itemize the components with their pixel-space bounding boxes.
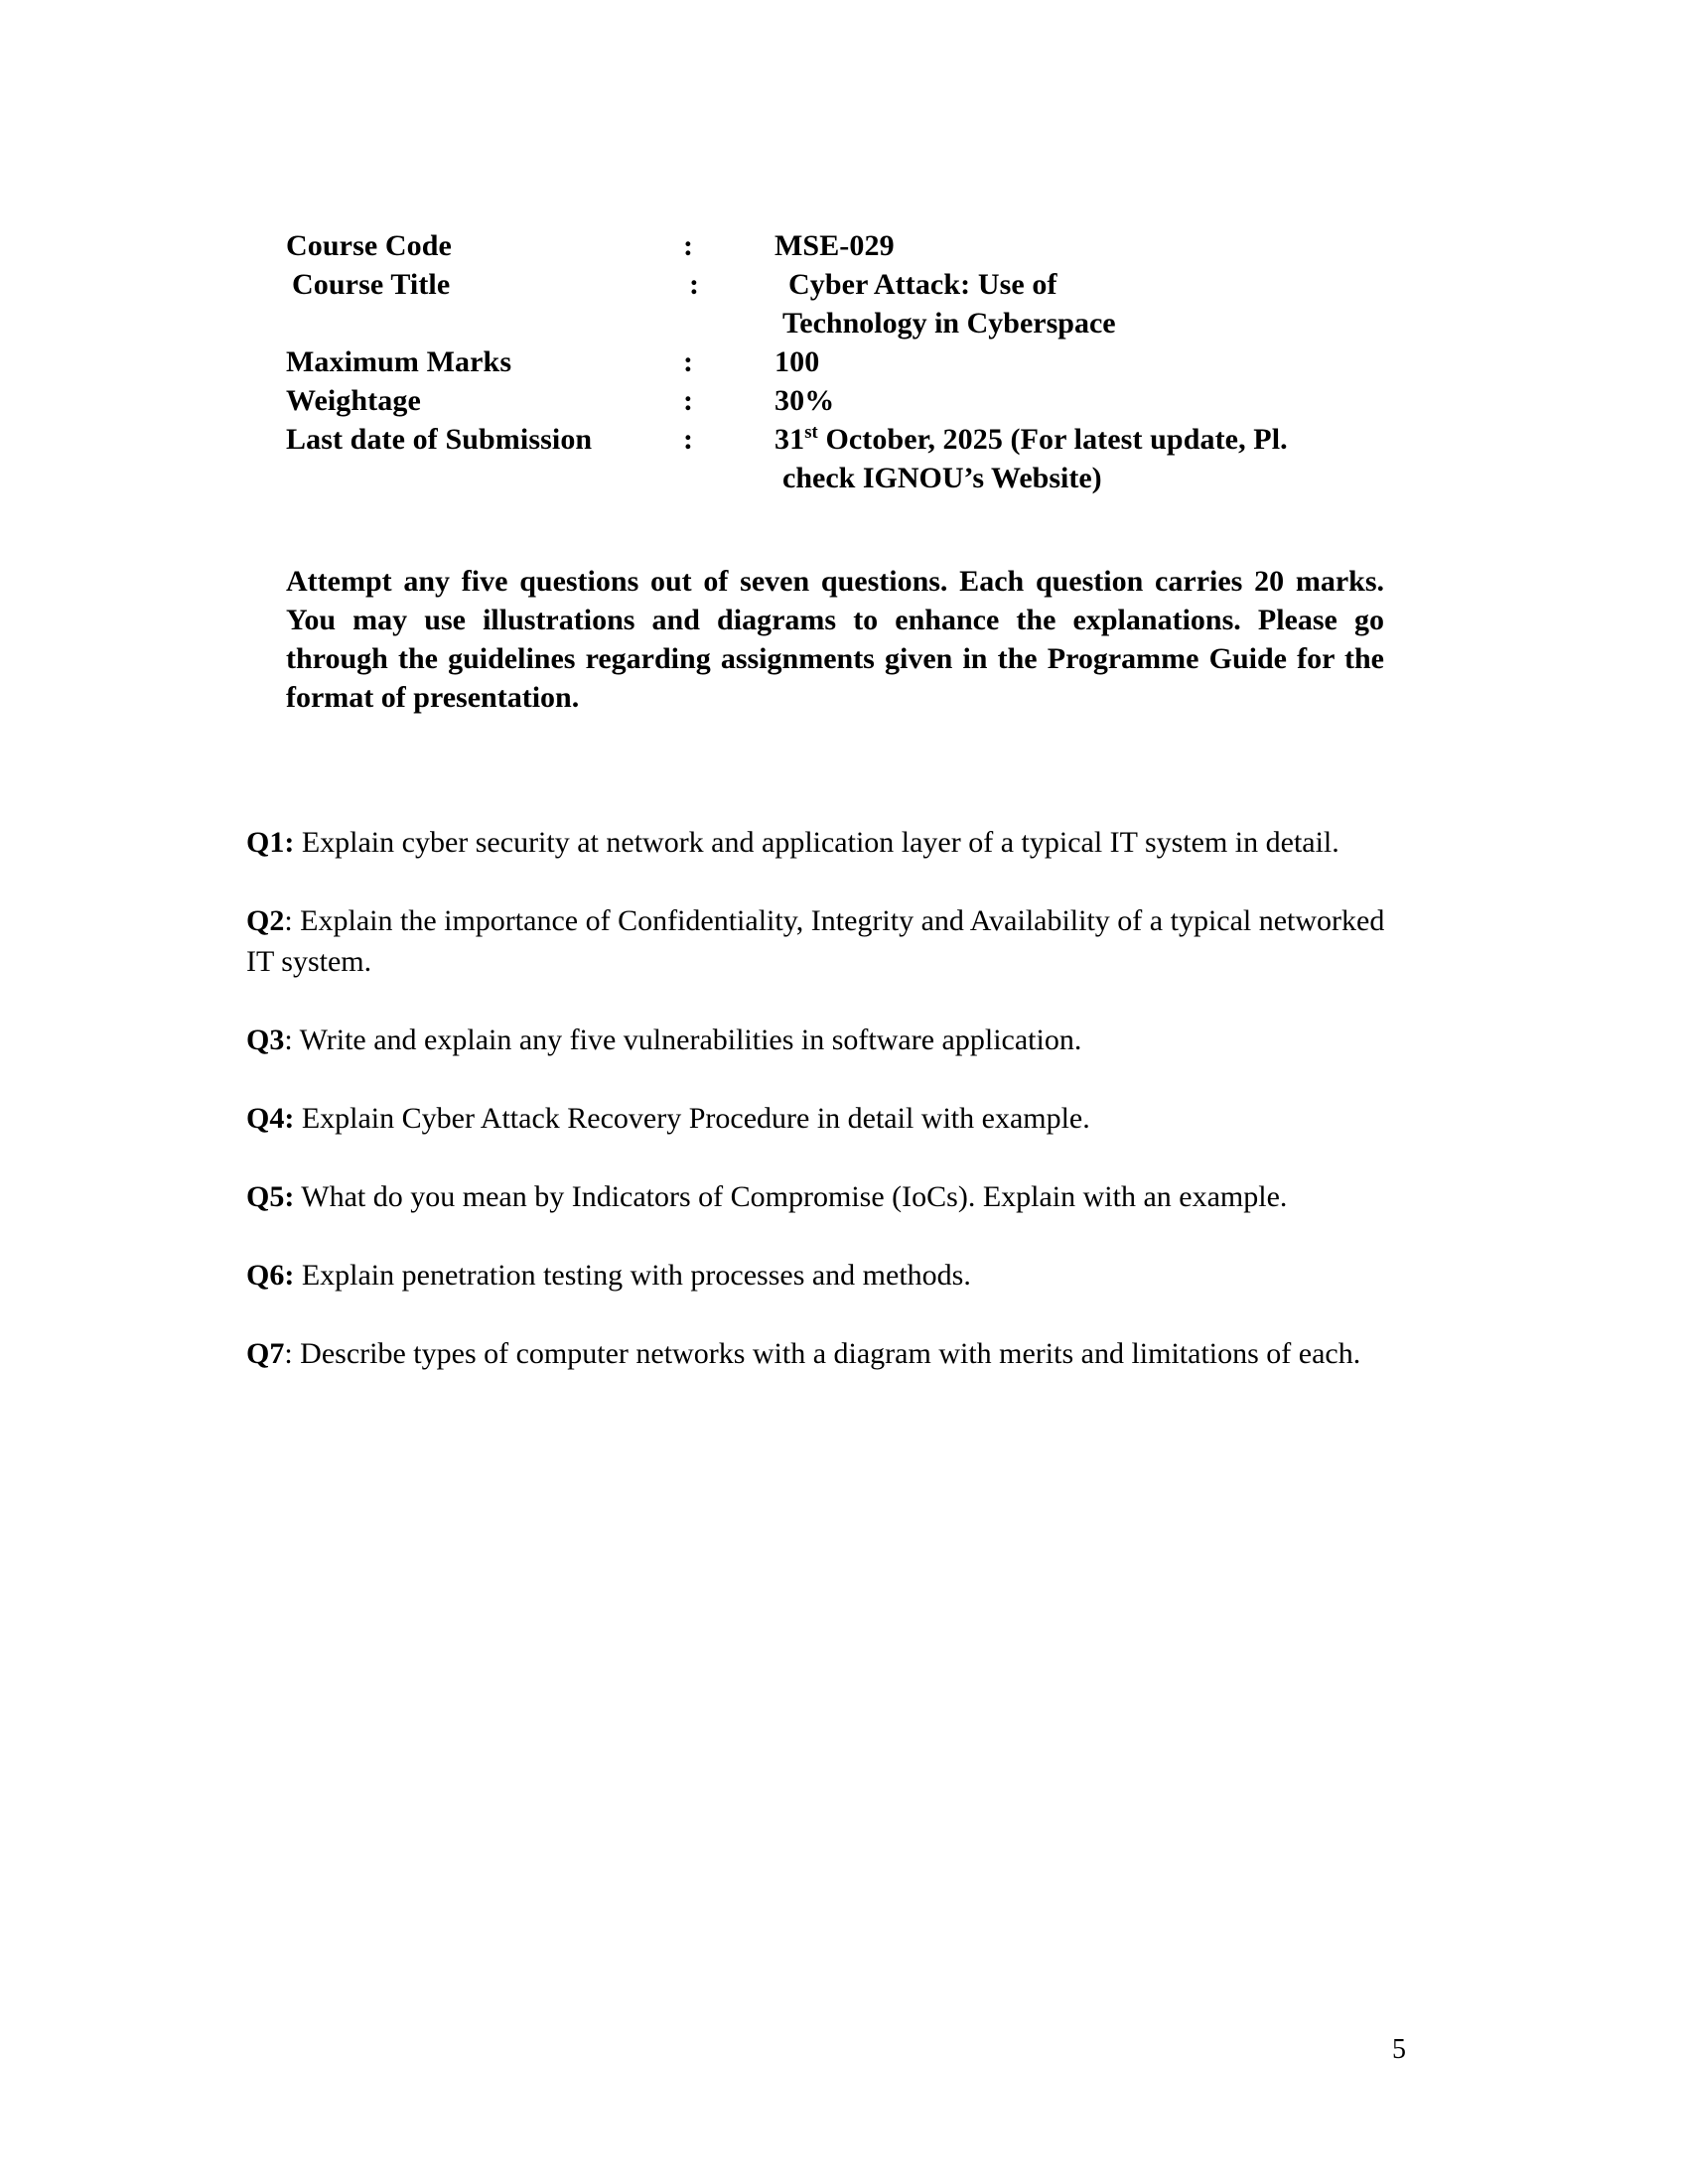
question-tag: Q6: <box>246 1259 295 1292</box>
question-text: Explain cyber security at network and application layer of a typical IT system in detail. <box>294 826 1339 859</box>
meta-value-last-date-line2: check IGNOU’s Website) <box>782 462 1102 494</box>
course-meta-block <box>286 226 1398 497</box>
meta-label-last-date: Last date of Submission <box>286 423 593 456</box>
question-text: Explain Cyber Attack Recovery Procedure in detail with example. <box>294 1102 1090 1135</box>
meta-value-last-date <box>774 420 1398 459</box>
last-date-ordinal-suffix: st <box>804 422 818 443</box>
question-item-q5 <box>246 1176 1394 1217</box>
question-tag: Q5: <box>246 1180 295 1213</box>
question-item-q4 <box>246 1098 1394 1139</box>
question-text: : Write and explain any five vulnerabilities in software application. <box>284 1024 1082 1056</box>
last-date-day: 31 <box>774 423 805 456</box>
question-tag: Q2 <box>246 904 285 937</box>
meta-row-course-title-continuation <box>286 304 1398 342</box>
meta-value-weightage: 30% <box>774 384 835 417</box>
meta-spacer <box>286 459 774 497</box>
meta-row-maximum-marks <box>286 342 1398 381</box>
meta-value-course-code: MSE-029 <box>774 229 895 262</box>
meta-colon-last-date: : <box>683 423 694 456</box>
meta-colon-course-title: : <box>689 268 700 301</box>
meta-colon-course-code: : <box>683 229 694 262</box>
question-tag: Q7 <box>246 1337 285 1370</box>
question-text: Explain penetration testing with processes and methods. <box>294 1259 971 1292</box>
meta-label-course-title: Course Title <box>292 268 451 301</box>
meta-value-course-title: Cyber Attack: Use of <box>788 268 1057 301</box>
question-item-q3 <box>246 1020 1394 1060</box>
question-tag: Q4: <box>246 1102 295 1135</box>
question-item-q1 <box>246 822 1394 863</box>
question-item-q2 <box>246 900 1394 982</box>
question-item-q6 <box>246 1255 1394 1296</box>
meta-label-weightage: Weightage <box>286 384 421 417</box>
question-item-q7 <box>246 1333 1394 1374</box>
meta-row-course-code <box>286 226 1398 265</box>
meta-row-last-date <box>286 420 1398 459</box>
question-tag: Q3 <box>246 1024 285 1056</box>
meta-row-course-title <box>286 265 1398 304</box>
question-text: : Explain the importance of Confidentiality, Integrity and Availability of a typical networked IT system. <box>246 904 1385 978</box>
meta-label-course-code: Course Code <box>286 229 452 262</box>
meta-colon-maximum-marks: : <box>683 345 694 378</box>
page-number: 5 <box>1392 2034 1406 2065</box>
question-text: : Describe types of computer networks with a diagram with merits and limitations of each. <box>284 1337 1361 1370</box>
meta-value-course-title-line2: Technology in Cyberspace <box>782 307 1116 340</box>
meta-value-maximum-marks: 100 <box>774 345 820 378</box>
questions-list <box>246 792 1394 1374</box>
meta-row-weightage <box>286 381 1398 420</box>
meta-label-maximum-marks: Maximum Marks <box>286 345 512 378</box>
meta-spacer <box>286 304 774 342</box>
question-text: What do you mean by Indicators of Compromise (IoCs). Explain with an example. <box>294 1180 1288 1213</box>
meta-colon-weightage: : <box>683 384 694 417</box>
meta-row-last-date-continuation <box>286 459 1398 497</box>
question-tag: Q1: <box>246 826 295 859</box>
assignment-instructions: Attempt any five questions out of seven questions. Each question carries 20 marks. You may use illustrations and diagrams to enhance the explanations. Please go through the guidelines regarding assignments given in the Programme Guide for the format of presentation. <box>286 565 1384 714</box>
last-date-rest: October, 2025 (For latest update, Pl. <box>817 423 1288 456</box>
